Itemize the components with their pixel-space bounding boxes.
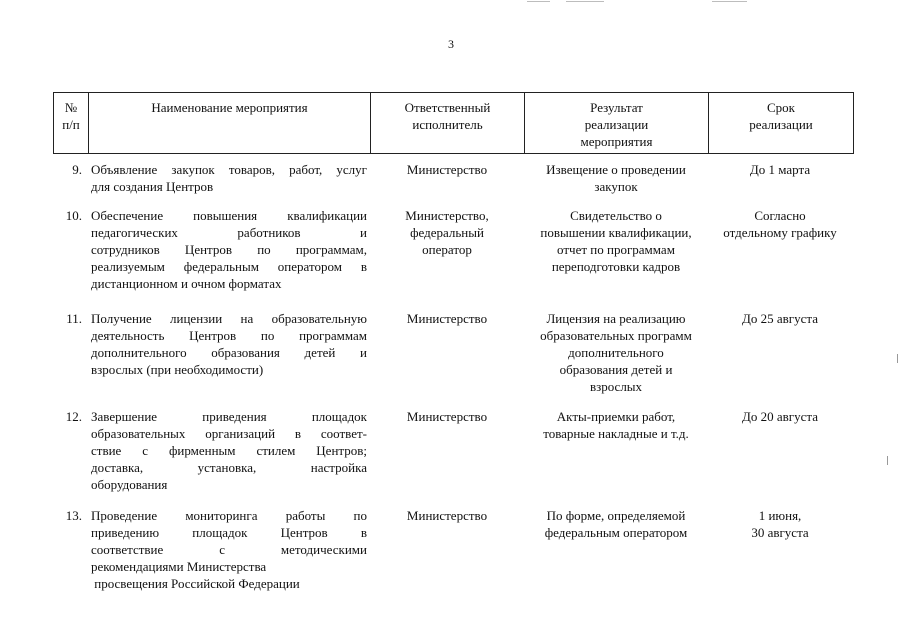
row-name [88,408,370,493]
row-result-line: отчет по программам [557,242,675,257]
row-term [708,207,852,292]
row-result [524,207,708,292]
row-responsible-line: федеральный [410,225,484,240]
row-name-line: Объявление закупок товаров, работ, услуг [91,162,367,177]
header-term-line: Срок [767,100,795,115]
header-responsible-line: Ответственный [404,100,491,115]
row-name-line: сотрудников Центров по программам, [91,242,367,257]
header-result-line: Результат [590,100,643,115]
row-result [524,507,708,592]
row-responsible-line: Министерство [406,162,488,177]
row-name [88,161,370,195]
header-num-line: № [64,100,78,115]
row-term-line: 30 августа [751,525,809,540]
row-name-line: просвещения Российской Федерации [91,576,300,591]
row-name [88,207,370,292]
row-name-line: дистанционном и очном форматах [91,276,282,291]
row-result-line: Акты-приемки работ, [556,409,676,424]
row-result [524,310,708,395]
row-name-line: доставка, установка, настройка [91,460,367,475]
table-row [53,408,854,493]
row-name-line: Обеспечение повышения квалификации [91,208,367,223]
row-name-line: оборудования [91,477,168,492]
header-num [54,93,89,153]
row-responsible-line: Министерство [406,409,488,424]
row-name-line: реализуемым федеральным оператором в [91,259,367,274]
row-responsible-line: оператор [422,242,472,257]
row-responsible-line: Министерство [406,311,488,326]
row-responsible [370,161,524,195]
row-name-line: ствие с фирменным стилем Центров; [91,443,367,458]
header-num-line: п/п [62,117,80,132]
header-name [89,93,371,153]
row-number: 12. [65,409,82,424]
row-number: 13. [65,508,82,523]
header-result-line: реализации [584,117,649,132]
row-result-line: Свидетельство о [570,208,662,223]
header-responsible-line: исполнитель [412,117,483,132]
scan-artifact [887,456,888,465]
row-term [708,161,852,195]
row-responsible [370,507,524,592]
row-result-line: взрослых [589,379,643,394]
row-responsible [370,207,524,292]
row-term [708,507,852,592]
row-term-line: отдельному графику [723,225,837,240]
row-result-line: дополнительного [568,345,664,360]
row-number: 10. [65,208,82,223]
row-responsible [370,408,524,493]
row-result [524,161,708,195]
row-result-line: образовательных программ [540,328,692,343]
scan-artifact [527,1,550,2]
row-name-line: Проведение мониторинга работы по [91,508,367,523]
row-result-line: товарные накладные и т.д. [543,426,689,441]
header-name-line: Наименование мероприятия [151,100,308,115]
row-term-line: До 20 августа [742,409,818,424]
header-result [525,93,709,153]
row-name-line: соответствие с методическими [91,542,367,557]
scan-artifact [712,1,747,2]
row-number: 9. [72,162,82,177]
page-number: 3 [448,37,454,51]
row-name-line: рекомендациями Министерства [91,559,267,574]
header-result-line: мероприятия [580,134,653,149]
row-result-line: повышении квалификации, [540,225,692,240]
table-row [53,207,854,292]
row-name-line: деятельность Центров по программам [91,328,367,343]
row-name-line: взрослых (при необходимости) [91,362,264,377]
row-name-line: Получение лицензии на образовательную [91,311,367,326]
row-name [88,507,370,592]
row-name-line: дополнительного образования детей и [91,345,367,360]
scan-artifact [897,354,898,363]
row-term-line: До 25 августа [742,311,818,326]
row-name-line: образовательных организаций в соответ- [91,426,367,441]
row-name-line: для создания Центров [91,179,214,194]
row-number: 11. [66,311,82,326]
row-term [708,408,852,493]
row-name-line: приведению площадок Центров в [91,525,367,540]
row-term-line: Согласно [754,208,806,223]
row-responsible [370,310,524,395]
row-result-line: закупок [594,179,638,194]
row-name [88,310,370,395]
header-term-line: реализации [749,117,813,132]
row-result-line: Извещение о проведении [546,162,686,177]
row-result-line: образования детей и [559,362,673,377]
scan-artifact [566,1,604,2]
table-row [53,310,854,395]
row-result-line: Лицензия на реализацию [546,311,686,326]
row-term-line: 1 июня, [758,508,802,523]
row-result-line: федеральным оператором [544,525,688,540]
row-term [708,310,852,395]
row-result-line: переподготовки кадров [551,259,681,274]
header-term [709,93,853,153]
table-header [53,92,854,154]
row-result [524,408,708,493]
table-row [53,161,854,195]
row-result-line: По форме, определяемой [546,508,686,523]
header-responsible [371,93,525,153]
row-responsible-line: Министерство, [405,208,489,223]
row-name-line: Завершение приведения площадок [91,409,367,424]
row-term-line: До 1 марта [749,162,811,177]
table-row [53,507,854,592]
row-name-line: педагогических работников и [91,225,367,240]
row-responsible-line: Министерство [406,508,488,523]
